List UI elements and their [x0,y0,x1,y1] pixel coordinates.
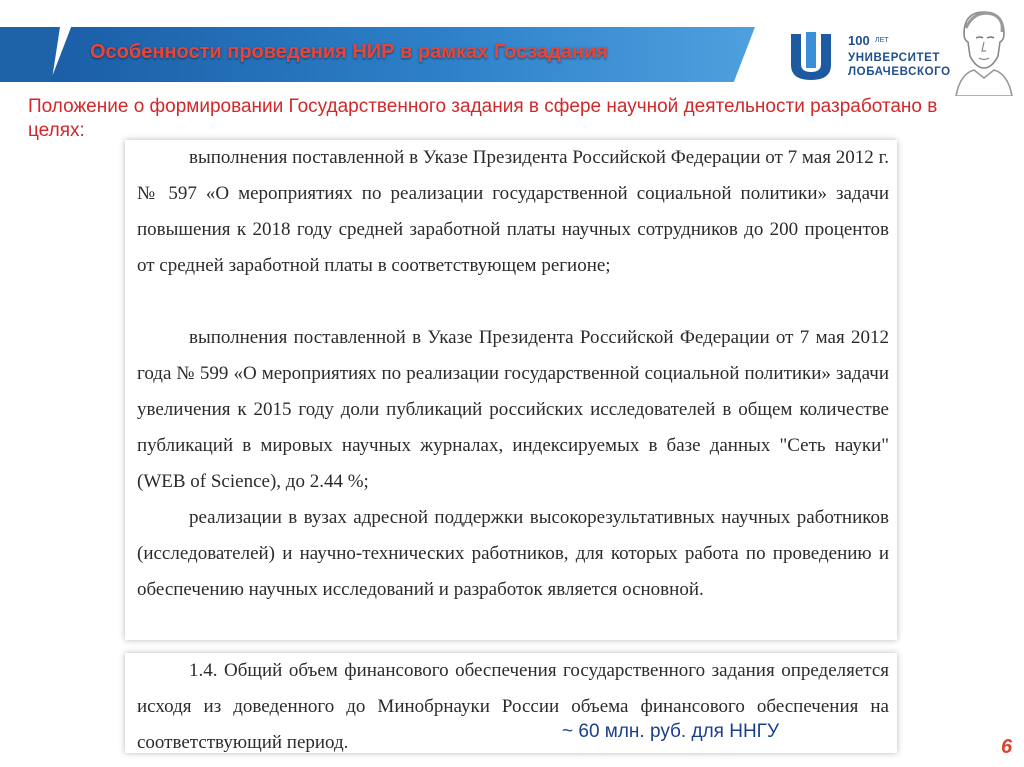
document-paragraph-2: выполнения поставленной в Указе Президента Российской Федерации от 7 мая 2012 года № 599 «О мероприятиях по реализации государственной социальной политики» задачи увеличения к 2015 году доли публикаций российских исследователей в общем количестве публикаций в мировых научных журналах, индексируемых в базе данных "Сеть науки" (WEB of Science), до 2.44 %; [137,327,889,492]
document-scan-goals [125,140,897,640]
intro-text: Положение о формировании Государственного задания в сфере научной деятельности разработано в целях: [28,96,938,141]
document-paragraph-3: реализации в вузах адресной поддержки высокорезультативных научных работников (исследователей) и научно-технических работников, для которых работа по проведению и обеспечению научных исследований и разработок является основной. [137,507,889,600]
logo-lobachevsky-label: ЛОБАЧЕВСКОГО [848,66,951,78]
document-paragraph-1: выполнения поставленной в Указе Президента Российской Федерации от 7 мая 2012 г. № 597 «О мероприятиях по реализации государственной социальной политики» задачи повышения к 2018 году средней заработной платы научных сотрудников до 200 процентов от средней заработной платы в соответствующем регионе; [137,147,889,276]
university-logo [788,16,1014,102]
logo-years-number: 100 [848,33,870,48]
page-number: 6 [1001,736,1013,758]
document-section-1-4: 1.4. Общий объем финансового обеспечения государственного задания определяется исходя из доведенного до Минобрнауки России объема финансового обеспечения на соответствующий период. [137,660,889,753]
banner-left-strip [0,27,60,82]
slide-title: Особенности проведения НИР в рамках Госзадания [90,41,608,63]
lobachevsky-portrait-icon [952,6,1016,96]
logo-university-label: УНИВЕРСИТЕТ [848,52,940,64]
document-scan-section-1-4 [125,653,897,753]
funding-note: ~ 60 млн. руб. для ННГУ [562,721,780,742]
logo-years-label: ЛЕТ [875,37,889,44]
university-u-emblem [788,30,834,82]
